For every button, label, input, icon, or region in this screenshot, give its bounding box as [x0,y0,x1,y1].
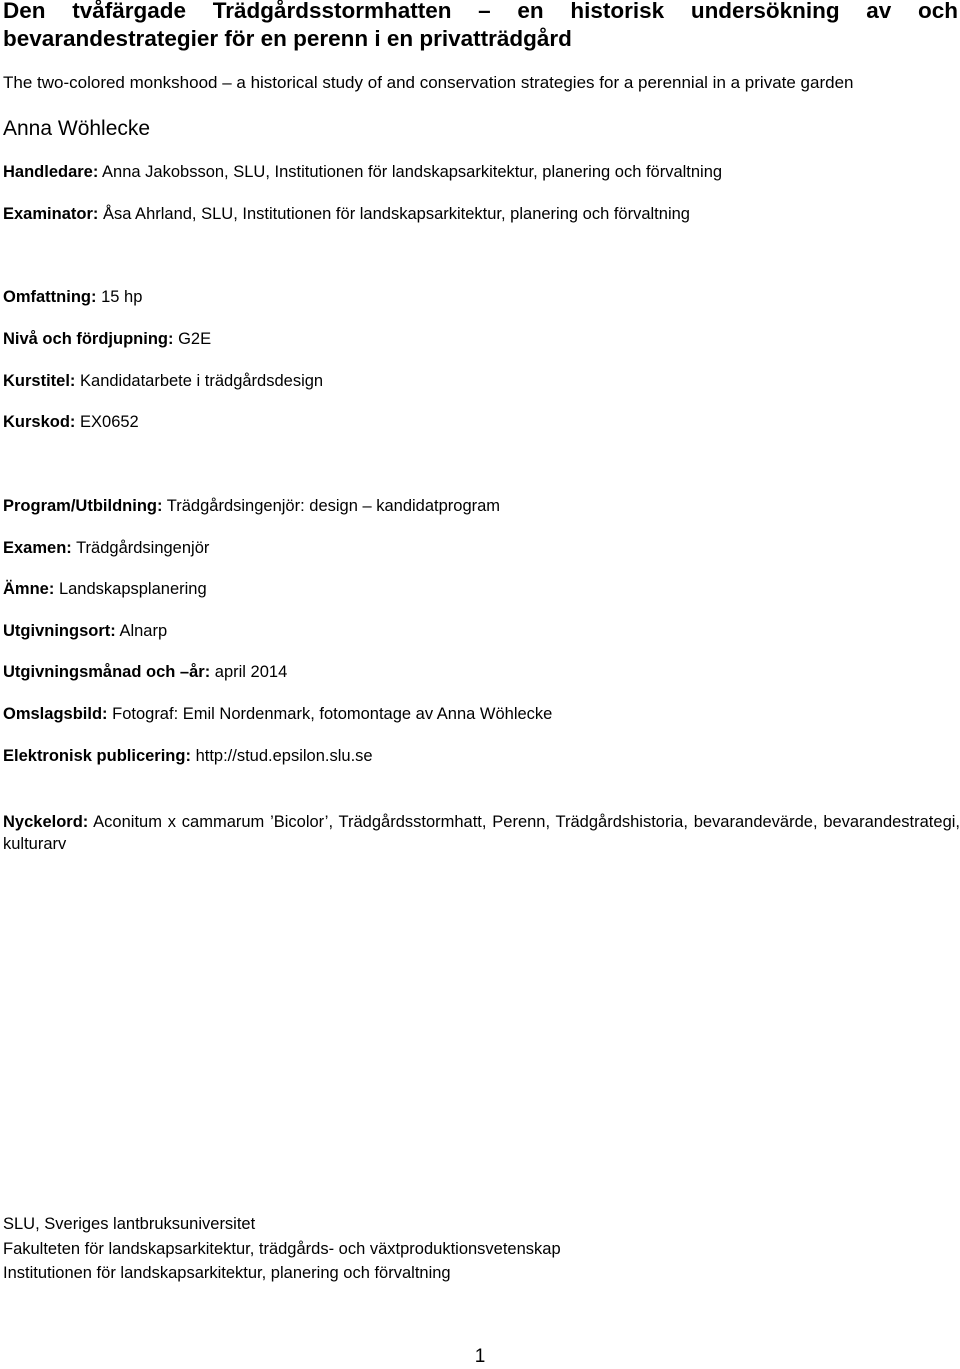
author-name: Anna Wöhlecke [3,117,151,140]
footer-faculty: Fakulteten för landskapsarkitektur, trädgårds- och växtproduktionsvetenskap [3,1240,561,1258]
subject-row [3,578,207,600]
course-code-row [3,411,139,433]
course-title-label: Kurstitel: [3,372,76,390]
electronic-publishing-row [3,745,373,767]
place-value: Alnarp [119,622,168,640]
cover-row [3,703,552,725]
degree-value: Trädgårdsingenjör [76,539,210,557]
supervisor-value: Anna Jakobsson, SLU, Institutionen för landskapsarkitektur, planering och förvaltning [102,163,723,181]
keywords-value: Aconitum x cammarum ’Bicolor’, Trädgårdsstormhatt, Perenn, Trädgårdshistoria, bevarandevärde, bevarandestrategi, kulturarv [3,813,960,853]
page-number: 1 [474,1346,486,1367]
place-label: Utgivningsort: [3,622,116,640]
cover-label: Omslagsbild: [3,705,108,723]
footer-university: SLU, Sveriges lantbruksuniversitet [3,1215,256,1233]
program-label: Program/Utbildning: [3,497,163,515]
supervisor-row [3,161,722,183]
examiner-value: Åsa Ahrland, SLU, Institutionen för landskapsarkitektur, planering och förvaltning [102,205,690,223]
course-title-row [3,370,323,392]
course-code-value: EX0652 [80,413,139,431]
keywords-row [3,811,960,855]
subject-value: Landskapsplanering [58,580,207,598]
level-row [3,328,211,350]
level-value: G2E [178,330,212,348]
level-label: Nivå och fördjupning: [3,330,174,348]
degree-label: Examen: [3,539,72,557]
program-value: Trädgårdsingenjör: design – kandidatprogram [166,497,501,515]
program-row [3,495,500,517]
english-subtitle: The two-colored monkshood – a historical study of and conservation strategies for a perennial in a private garden [3,73,854,92]
document-title: Den tvåfärgade Trädgårdsstormhatten – en historisk undersökning av och bevarandestrategier för en perenn i en privatträdgård [3,0,958,51]
cover-value: Fotograf: Emil Nordenmark, fotomontage av Anna Wöhlecke [112,705,553,723]
electronic-publishing-link[interactable]: http://stud.epsilon.slu.se [195,747,373,765]
date-row [3,661,287,683]
place-row [3,620,167,642]
scope-value: 15 hp [101,288,143,306]
supervisor-label: Handledare: [3,163,99,181]
scope-label: Omfattning: [3,288,97,306]
date-label: Utgivningsmånad och –år: [3,663,211,681]
keywords-label: Nyckelord: [3,813,89,831]
course-code-label: Kurskod: [3,413,76,431]
subject-label: Ämne: [3,580,55,598]
scope-row [3,286,142,308]
footer-department: Institutionen för landskapsarkitektur, planering och förvaltning [3,1264,451,1282]
date-value: april 2014 [214,663,288,681]
degree-row [3,537,209,559]
course-title-value: Kandidatarbete i trädgårdsdesign [80,372,324,390]
electronic-publishing-label: Elektronisk publicering: [3,747,191,765]
examiner-label: Examinator: [3,205,99,223]
examiner-row [3,203,690,225]
